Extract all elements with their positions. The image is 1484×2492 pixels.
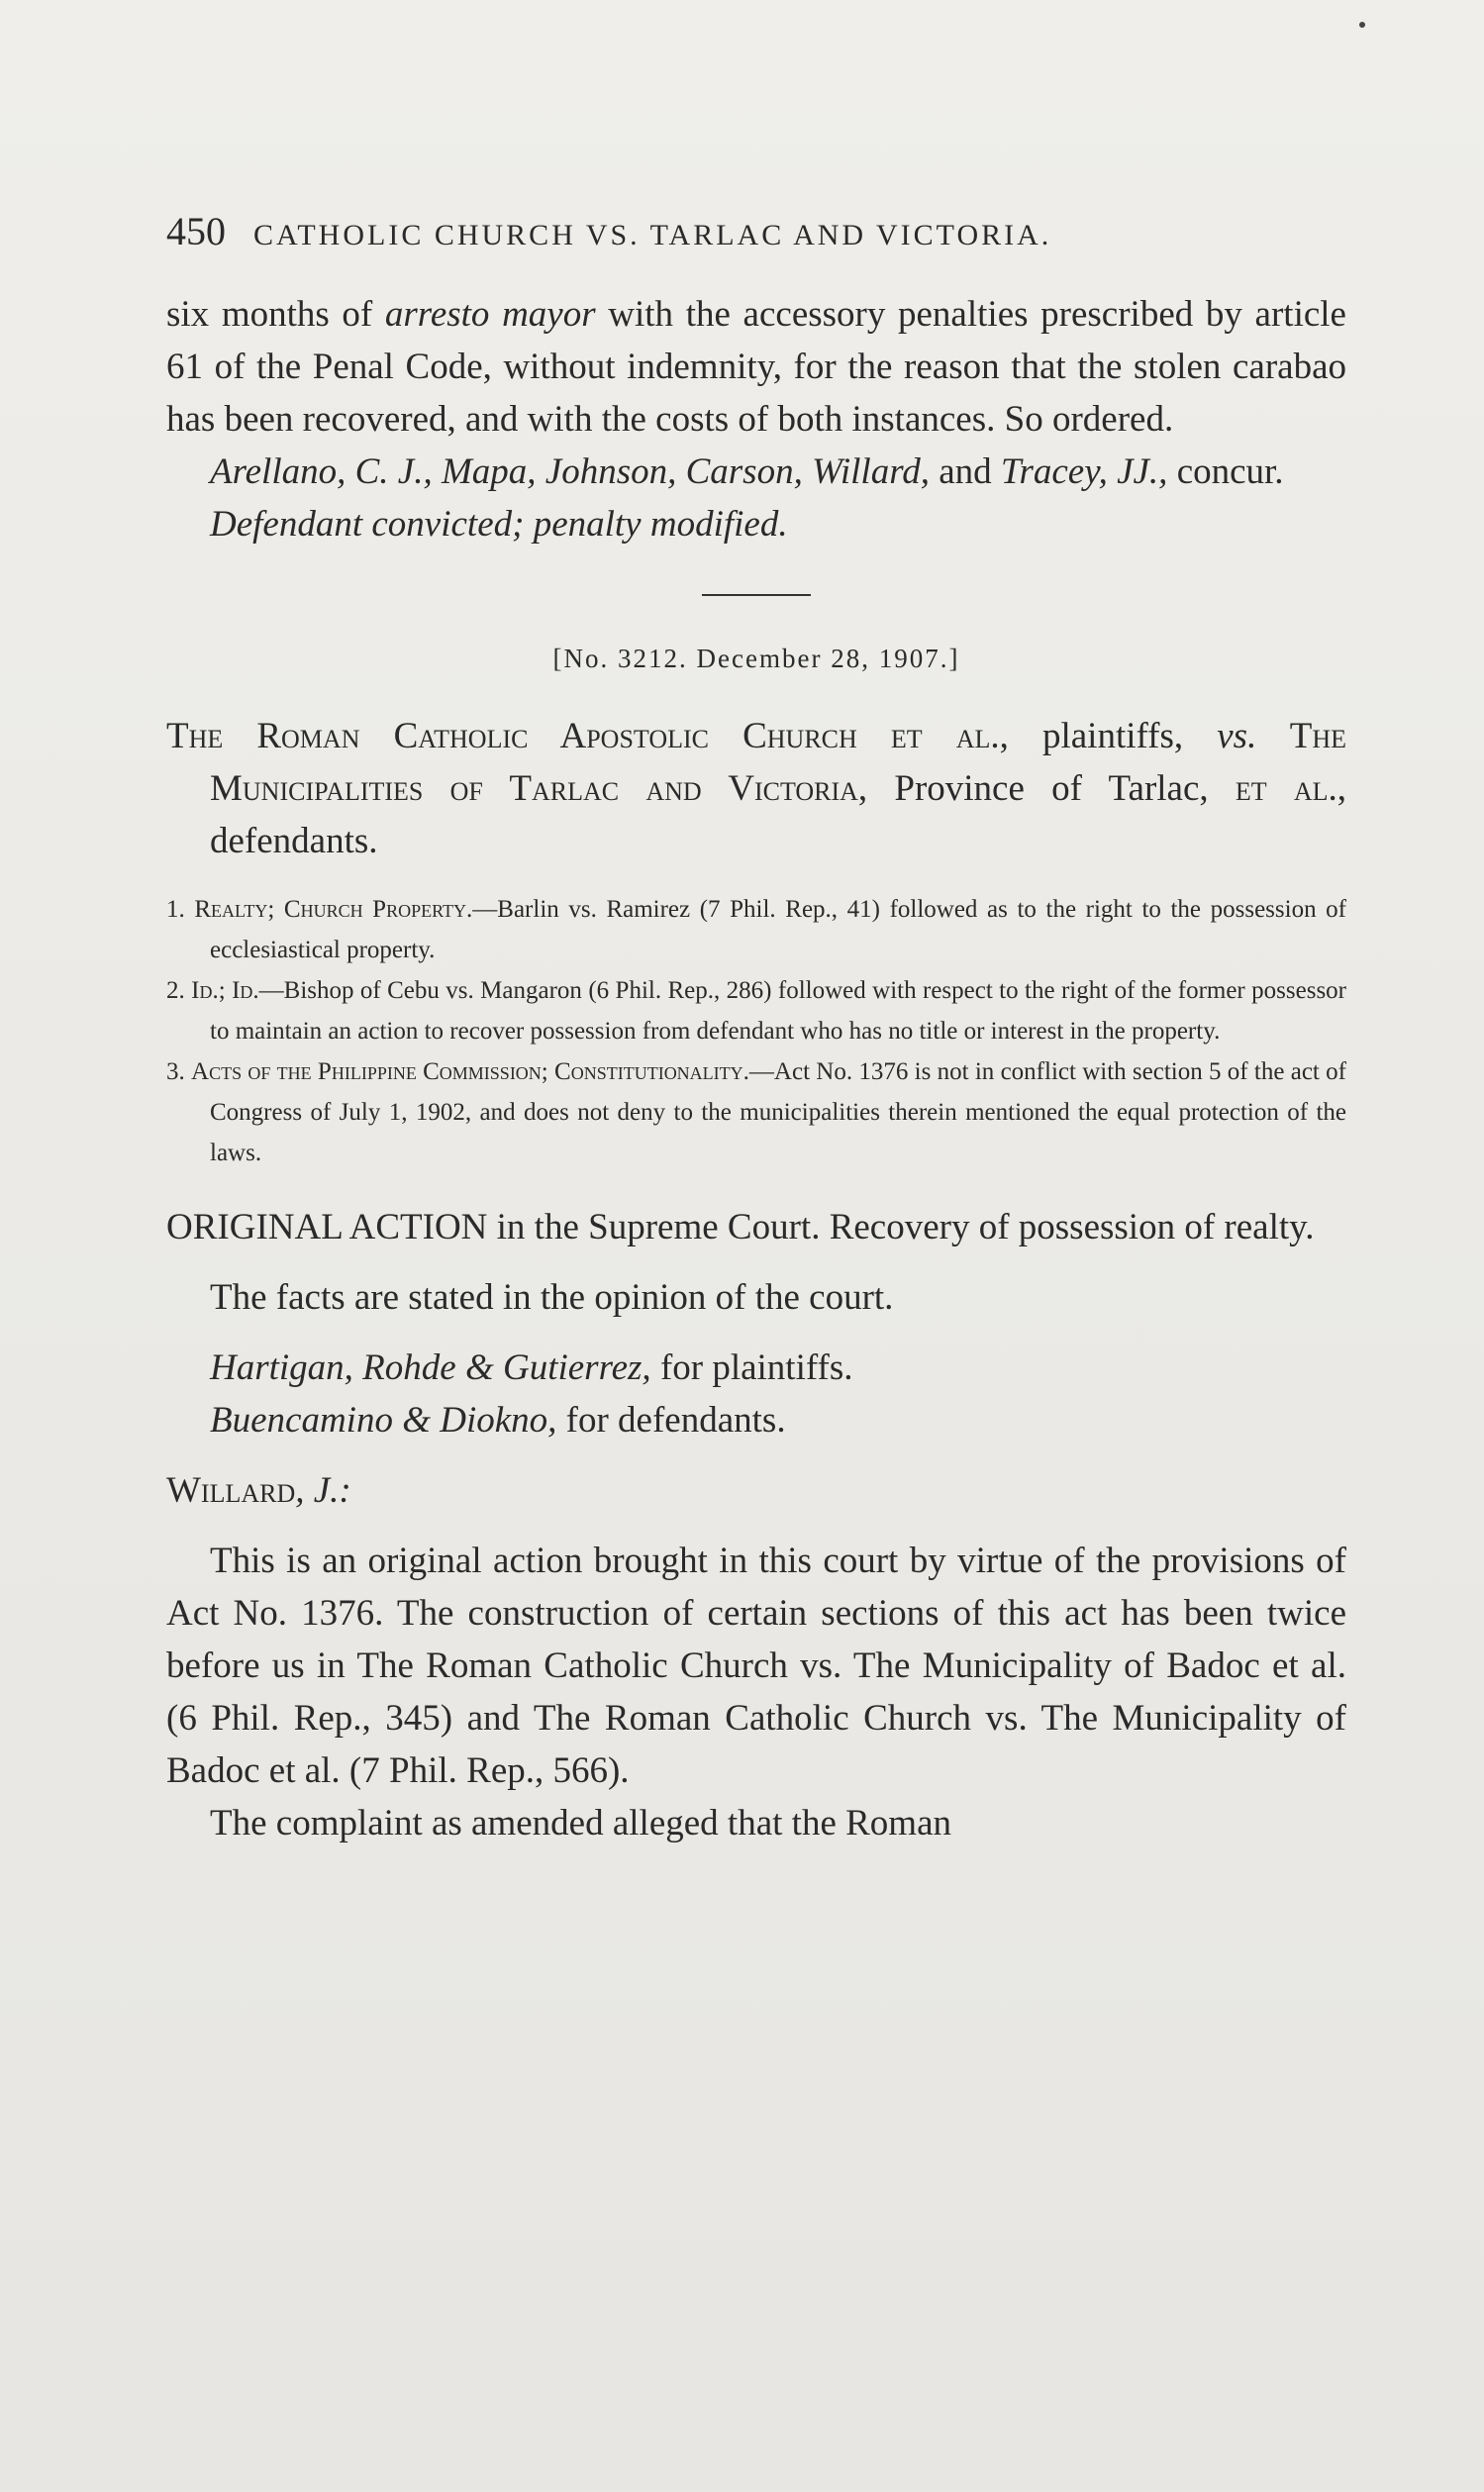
opinion-paragraph-1: This is an original action brought in this court by virtue of the provisions of Act No. 1376. The construction of certain sections of this act has been twice before us in The Roman Catholic Church vs. The Municipality of Badoc et al. (6 Phil. Rep., 345) and The Roman Catholic Church vs. The Municipality of Badoc et al. (7 Phil. Rep., 566). <box>166 1541 1346 1791</box>
judge-suffix: , J.: <box>295 1470 351 1511</box>
original-action-head: ORIGINAL ACTION <box>166 1207 488 1247</box>
caption-province: , Province of Tarlac, <box>857 768 1236 809</box>
disposition: Defendant convicted; penalty modified. <box>210 504 788 545</box>
case-caption <box>166 710 1346 867</box>
defendants-counsel-names: Buencamino & Diokno, <box>210 1400 557 1441</box>
defendants-counsel-suffix: for defendants. <box>556 1400 786 1441</box>
original-action-text: in the Supreme Court. Recovery of possession of realty. <box>487 1207 1315 1247</box>
judge-line <box>166 1464 1346 1517</box>
docket-line: [No. 3212. December 28, 1907.] <box>552 644 960 673</box>
syllabus-number: 2. <box>166 977 185 1004</box>
syllabus-item <box>166 889 1346 970</box>
syllabus-heading: Realty; Church Property. <box>194 896 473 923</box>
syllabus-item <box>166 1051 1346 1173</box>
previous-case-judgment <box>166 288 1346 446</box>
syllabus-body: —Act No. 1376 is not in conflict with section 5 of the act of Congress of July 1, 1902, and does not deny to the municipalities therein mentioned the equal protection of the laws. <box>210 1058 1346 1166</box>
concurrence <box>166 446 1346 498</box>
judgment-text-1: six months of <box>166 294 385 335</box>
page-content <box>166 208 1346 1849</box>
counsel-defendants <box>166 1394 1346 1446</box>
syllabus <box>166 889 1346 1173</box>
caption-vs: vs. <box>1217 716 1257 756</box>
counsel-plaintiffs <box>166 1342 1346 1394</box>
opinion-paragraph-2: The complaint as amended alleged that the Roman <box>210 1803 951 1844</box>
syllabus-body: —Bishop of Cebu vs. Mangaron (6 Phil. Rep., 286) followed with respect to the right of the former possessor to maintain an action to recover possession from defendant who has no title or interest in the property. <box>210 977 1346 1045</box>
caption-et-al: et al. <box>1235 768 1337 809</box>
plaintiffs-counsel-names: Hartigan, Rohde & Gutierrez, <box>210 1347 651 1388</box>
syllabus-item <box>166 970 1346 1051</box>
original-action <box>166 1201 1346 1253</box>
concur-and: and <box>929 451 1001 492</box>
syllabus-heading: Acts of the Philippine Commission; Constitutionality. <box>191 1058 749 1085</box>
caption-plaintiff: The Roman Catholic Apostolic Church et al. <box>166 716 1000 756</box>
caption-defendant: The Municipalities of Tarlac and Victoria <box>210 716 1347 809</box>
caption-defendants-label: , defendants. <box>210 768 1347 861</box>
running-header <box>166 208 1346 254</box>
syllabus-number: 1. <box>166 896 185 923</box>
section-divider <box>702 594 811 596</box>
concurring-justices: Arellano, C. J., Mapa, Johnson, Carson, Willard, <box>210 451 930 492</box>
judgment-text-2: with the accessory penalties prescribed by article 61 of the Penal Code, without indemnity, for the reason that the stolen carabao has been recovered, and with the costs of both instances. So ordered. <box>166 294 1346 440</box>
speck-mark <box>1359 22 1365 28</box>
syllabus-heading: Id.; Id. <box>191 977 259 1004</box>
plaintiffs-counsel-suffix: for plaintiffs. <box>650 1347 853 1388</box>
page-number: 450 <box>166 209 226 253</box>
concur-suffix: concur. <box>1167 451 1284 492</box>
judge-name: Willard <box>166 1470 296 1511</box>
facts-statement: The facts are stated in the opinion of the court. <box>210 1277 894 1318</box>
concurring-justices-2: Tracey, JJ., <box>1000 451 1168 492</box>
syllabus-number: 3. <box>166 1058 185 1085</box>
running-head-title: CATHOLIC CHURCH VS. TARLAC AND VICTORIA. <box>253 219 1052 251</box>
arresto-mayor: arresto mayor <box>384 294 596 335</box>
syllabus-body: —Barlin vs. Ramirez (7 Phil. Rep., 41) followed as to the right to the possession of ecclesiastical property. <box>210 896 1347 963</box>
caption-plaintiffs-label: , plaintiffs, <box>999 716 1218 756</box>
